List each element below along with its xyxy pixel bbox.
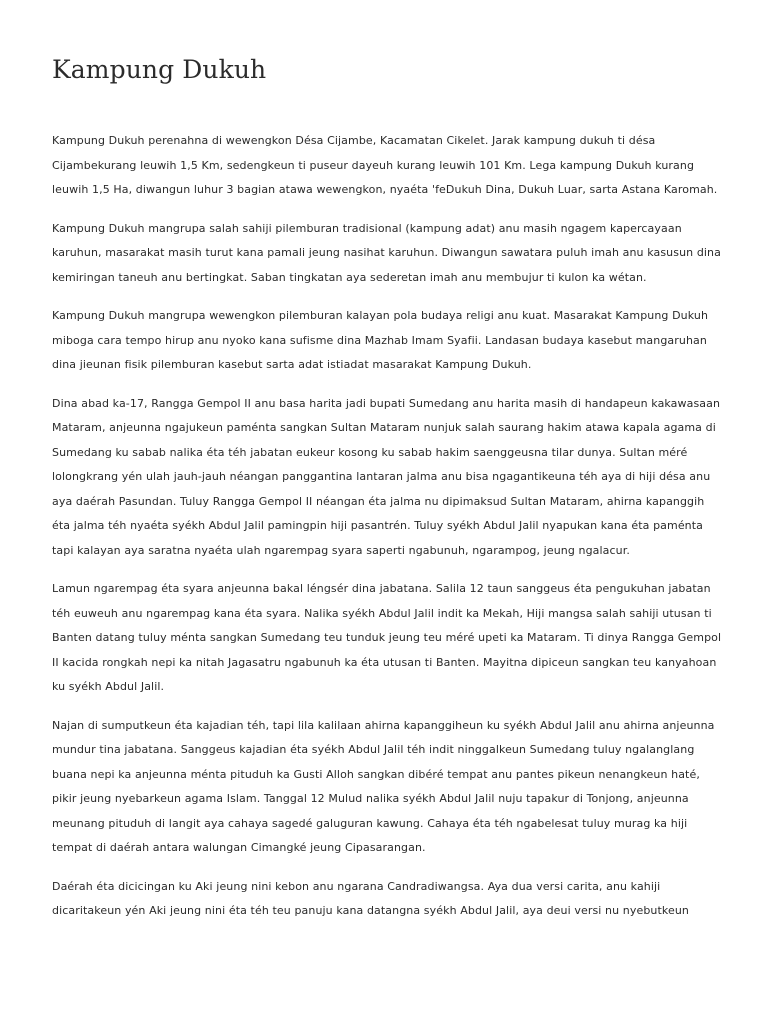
paragraph-7: Daérah éta dicicingan ku Aki jeung nini kebon anu ngarana Candradiwangsa. Aya dua versi carita, anu kahiji dicaritakeun yén Aki jeung nini éta téh teu panuju kana datangna syékh Abdul Jalil, aya deui versi nu nyebutkeun (52, 879, 690, 917)
document-title: Kampung Dukuh (52, 55, 267, 84)
bottom-fade (0, 954, 768, 1024)
document-page (52, 0, 722, 938)
paragraph-4: Dina abad ka-17, Rangga Gempol II anu basa harita jadi bupati Sumedang anu harita masih di handapeun kakawasaan Mataram, anjeunna ngajukeun paménta sangkan Sultan Mataram nunjuk salah saurang hakim atawa kapala agama di Sumedang ku sabab nalika éta téh jabatan eukeur kosong ku sabab hakim saenggeusna tilar dunya. Sultan méré lolongkrang yén ulah jauh-jauh néangan panggantina lantaran jalma anu bisa ngagantikeuna téh aya di hiji désa anu aya daérah Pasundan. Tuluy Rangga Gempol II néangan éta jalma nu dipimaksud Sultan Mataram, ahirna kapanggih éta jalma téh nyaéta syékh Abdul Jalil pamingpin hiji pasantrén. Tuluy syékh Abdul Jalil nyapukan kana éta paménta tapi kalayan aya saratna nyaéta ulah ngarempag syara saperti ngabunuh, ngarampog, jeung ngalacur. (52, 396, 721, 557)
paragraph-3: Kampung Dukuh mangrupa wewengkon pilemburan kalayan pola budaya religi anu kuat. Masarakat Kampung Dukuh miboga cara tempo hirup anu nyoko kana sufisme dina Mazhab Imam Syafii. Landasan budaya kasebut mangaruhan dina jieunan fisik pilemburan kasebut sarta adat istiadat masarakat Kampung Dukuh. (52, 309, 709, 371)
paragraph-2: Kampung Dukuh mangrupa salah sahiji pilemburan tradisional (kampung adat) anu masih ngagem kapercayaan karuhun, masarakat masih turut kana pamali jeung nasihat karuhun. Diwangun sawatara puluh imah anu kasusun dina kemiringan taneuh anu bertingkat. Saban tingkatan aya sederetan imah anu membujur ti kulon ka wétan. (52, 221, 721, 284)
document-body (52, 129, 722, 924)
paragraph-1: Kampung Dukuh perenahna di wewengkon Désa Cijambe, Kacamatan Cikelet. Jarak kampung dukuh ti désa Cijambekurang leuwih 1,5 Km, sedengkeun ti puseur dayeuh kurang leuwih 101 Km. Lega kampung Dukuh kurang leuwih 1,5 Ha, diwangun luhur 3 bagian atawa wewengkon, nyaéta 'feDukuh Dina, Dukuh Luar, sarta Astana Karomah. (52, 134, 718, 196)
paragraph-6: Najan di sumputkeun éta kajadian téh, tapi lila kalilaan ahirna kapanggiheun ku syékh Abdul Jalil anu ahirna anjeunna mundur tina jabatana. Sanggeus kajadian éta syékh Abdul Jalil téh indit ninggalkeun Sumedang tuluy ngalanglang buana nepi ka anjeunna ménta pituduh ka Gusti Alloh sangkan dibéré tempat anu pantes pikeun nenangkeun haté, pikir jeung nyebarkeun agama Islam. Tanggal 12 Mulud nalika syékh Abdul Jalil nuju tapakur di Tonjong, anjeunna meunang pituduh di langit aya cahaya sagedé galuguran kawung. Cahaya éta téh ngabelesat tuluy murag ka hiji tempat di daérah antara walungan Cimangké jeung Cipasarangan. (52, 718, 715, 854)
paragraph-5: Lamun ngarempag éta syara anjeunna bakal léngsér dina jabatana. Salila 12 taun sanggeus éta pengukuhan jabatan téh euweuh anu ngarempag kana éta syara. Nalika syékh Abdul Jalil indit ka Mekah, Hiji mangsa salah sahiji utusan ti Banten datang tuluy ménta sangkan Sumedang teu tunduk jeung teu méré upeti ka Mataram. Ti dinya Rangga Gempol II kacida rongkah nepi ka nitah Jagasatru ngabunuh ka éta utusan ti Banten. Mayitna dipiceun sangkan teu kanyahoan ku syékh Abdul Jalil. (52, 582, 722, 693)
